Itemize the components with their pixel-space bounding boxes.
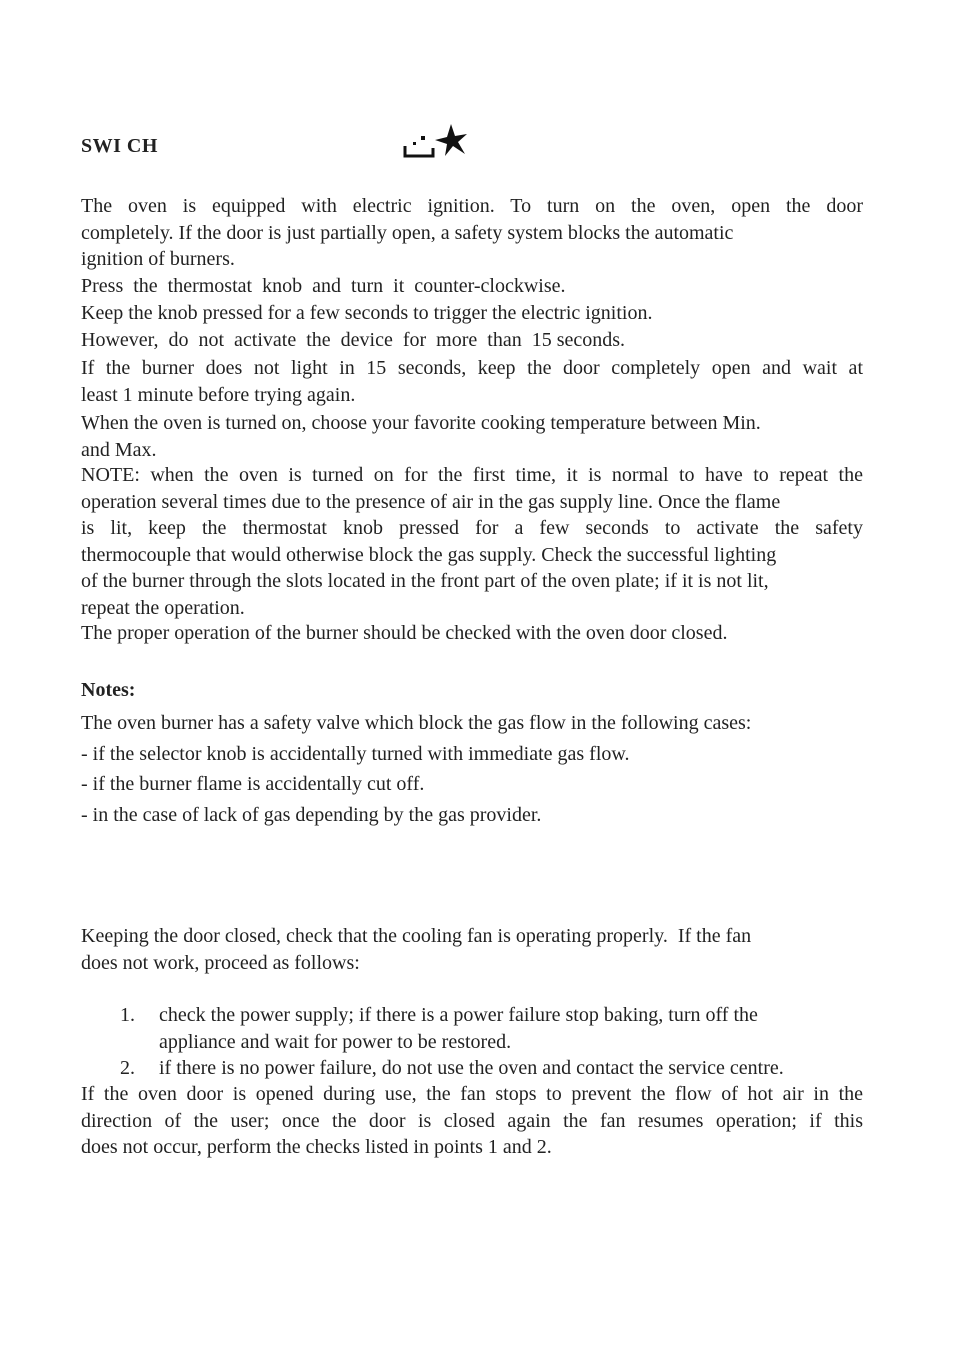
list-number: 2. — [120, 1057, 135, 1079]
text-line: - if the burner flame is accidentally cut off. — [81, 773, 425, 795]
text-line: However, do not activate the device for more than 15 seconds. — [81, 329, 626, 351]
checklist-item — [81, 1002, 863, 1055]
text-line: operation several times due to the presence of air in the gas supply line. Once the flame — [81, 490, 781, 513]
text-line: If the burner does not light in 15 seconds, keep the door completely open and wait at — [81, 357, 863, 379]
ignition-paragraph-2 — [81, 273, 863, 300]
ignition-paragraph-4 — [81, 327, 863, 354]
list-number: 1. — [120, 1004, 135, 1026]
text-line: If the oven door is opened during use, the fan stops to prevent the flow of hot air in the — [81, 1083, 863, 1105]
ignition-paragraph-7 — [81, 620, 863, 647]
text-line: The oven is equipped with electric ignition. To turn on the oven, open the door — [81, 195, 863, 217]
text-line: Keep the knob pressed for a few seconds to trigger the electric ignition. — [81, 302, 653, 324]
text-line: The oven burner has a safety valve which block the gas flow in the following cases: — [81, 712, 752, 734]
text-line: - in the case of lack of gas depending by the gas provider. — [81, 804, 542, 826]
fan-intro — [81, 923, 863, 976]
text-line: least 1 minute before trying again. — [81, 383, 356, 406]
ignition-paragraph-6 — [81, 410, 863, 463]
text-line: thermocouple that would otherwise block the gas supply. Check the successful lighting — [81, 543, 777, 566]
text-line: When the oven is turned on, choose your favorite cooking temperature between Min. — [81, 412, 761, 434]
notes-item — [81, 741, 863, 768]
text-line: ignition of burners. — [81, 248, 235, 270]
notes-item — [81, 802, 863, 829]
text-line: NOTE: when the oven is turned on for the first time, it is normal to have to repeat the — [81, 464, 863, 486]
notes-heading: Notes: — [81, 679, 136, 701]
text-line: completely. If the door is just partially open, a safety system blocks the automatic — [81, 221, 734, 244]
ignition-paragraph-1 — [81, 193, 863, 273]
text-line: Keeping the door closed, check that the cooling fan is operating properly. If the fan — [81, 925, 752, 947]
text-line: repeat the operation. — [81, 596, 245, 619]
notes-item — [81, 771, 863, 798]
text-line: is lit, keep the thermostat knob pressed for a few seconds to activate the safety — [81, 517, 863, 539]
fan-checklist — [81, 1002, 863, 1082]
text-line: - if the selector knob is accidentally turned with immediate gas flow. — [81, 743, 630, 765]
text-line: does not work, proceed as follows: — [81, 951, 360, 974]
text-line: does not occur, perform the checks listed in points 1 and 2. — [81, 1136, 552, 1158]
checklist-item — [81, 1055, 863, 1082]
text-line: appliance and wait for power to be restored. — [159, 1030, 512, 1053]
section-heading: SWI CH — [81, 135, 158, 157]
text-line: of the burner through the slots located in the front part of the oven plate; if it is not lit, — [81, 570, 769, 592]
text-line: check the power supply; if there is a power failure stop baking, turn off the — [159, 1004, 758, 1026]
text-line: if there is no power failure, do not use the oven and contact the service centre. — [159, 1057, 784, 1079]
ignition-paragraph-5 — [81, 355, 863, 408]
ignition-paragraph-3 — [81, 300, 863, 327]
text-line: The proper operation of the burner should be checked with the oven door closed. — [81, 622, 728, 644]
text-line: and Max. — [81, 438, 157, 461]
notes-intro — [81, 710, 863, 737]
ignition-note — [81, 462, 863, 621]
ignition-spark-icon — [403, 122, 469, 160]
text-line: direction of the user; once the door is closed again the fan resumes operation; if this — [81, 1109, 863, 1132]
fan-outro — [81, 1081, 863, 1161]
text-line: Press the thermostat knob and turn it counter-clockwise. — [81, 275, 566, 297]
